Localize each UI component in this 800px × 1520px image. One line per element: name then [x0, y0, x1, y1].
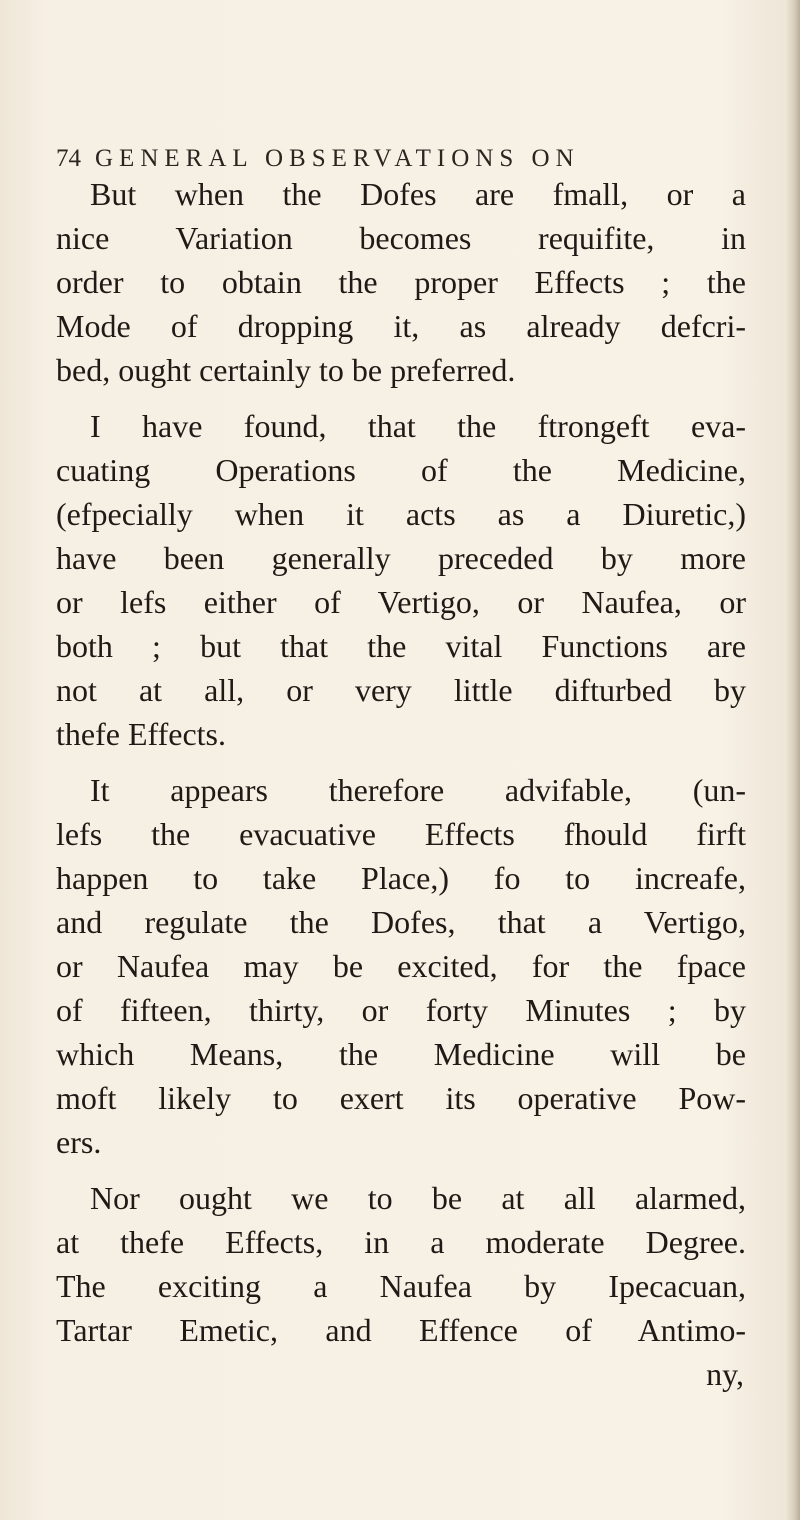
running-title: GENERAL OBSERVATIONS ON	[95, 145, 580, 172]
page-edge-shadow	[786, 0, 800, 1520]
text-line: (efpecially when it acts as a Diuretic,)	[56, 496, 746, 532]
paragraph-1	[56, 172, 746, 392]
text-line: of fifteen, thirty, or forty Minutes ; by	[56, 992, 746, 1028]
text-line: Mode of dropping it, as already defcri-	[56, 308, 746, 344]
text-line: both ; but that the vital Functions are	[56, 628, 746, 664]
text-line: thefe Effects.	[56, 716, 226, 752]
text-line: or Naufea may be excited, for the fpace	[56, 948, 746, 984]
text-line: The exciting a Naufea by Ipecacuan,	[56, 1268, 746, 1304]
text-line: bed, ought certainly to be preferred.	[56, 352, 516, 388]
body-text	[56, 172, 746, 1408]
text-line: which Means, the Medicine will be	[56, 1036, 746, 1072]
text-line: order to obtain the proper Effects ; the	[56, 264, 746, 300]
text-line: happen to take Place,) fo to increafe,	[56, 860, 746, 896]
paragraph-4	[56, 1176, 746, 1396]
text-line: at thefe Effects, in a moderate Degree.	[56, 1224, 746, 1260]
paragraph-3	[56, 768, 746, 1164]
paragraph-2	[56, 404, 746, 756]
text-line: Tartar Emetic, and Effence of Antimo-	[56, 1312, 746, 1348]
text-line: cuating Operations of the Medicine,	[56, 452, 746, 488]
text-line: have been generally preceded by more	[56, 540, 746, 576]
text-line: I have found, that the ftrongeft eva-	[90, 408, 746, 444]
page-number: 74	[56, 145, 81, 172]
text-line: and regulate the Dofes, that a Vertigo,	[56, 904, 746, 940]
text-line: Nor ought we to be at all alarmed,	[90, 1180, 746, 1216]
text-line: nice Variation becomes requifite, in	[56, 220, 746, 256]
text-line: But when the Dofes are fmall, or a	[90, 176, 746, 212]
text-line: moft likely to exert its operative Pow-	[56, 1080, 746, 1116]
running-header	[56, 145, 580, 173]
text-line: lefs the evacuative Effects fhould firft	[56, 816, 746, 852]
text-line: or lefs either of Vertigo, or Naufea, or	[56, 584, 746, 620]
text-line: It appears therefore advifable, (un-	[90, 772, 746, 808]
text-line: not at all, or very little difturbed by	[56, 672, 746, 708]
catchword: ny,	[706, 1356, 744, 1392]
text-line: ers.	[56, 1124, 102, 1160]
